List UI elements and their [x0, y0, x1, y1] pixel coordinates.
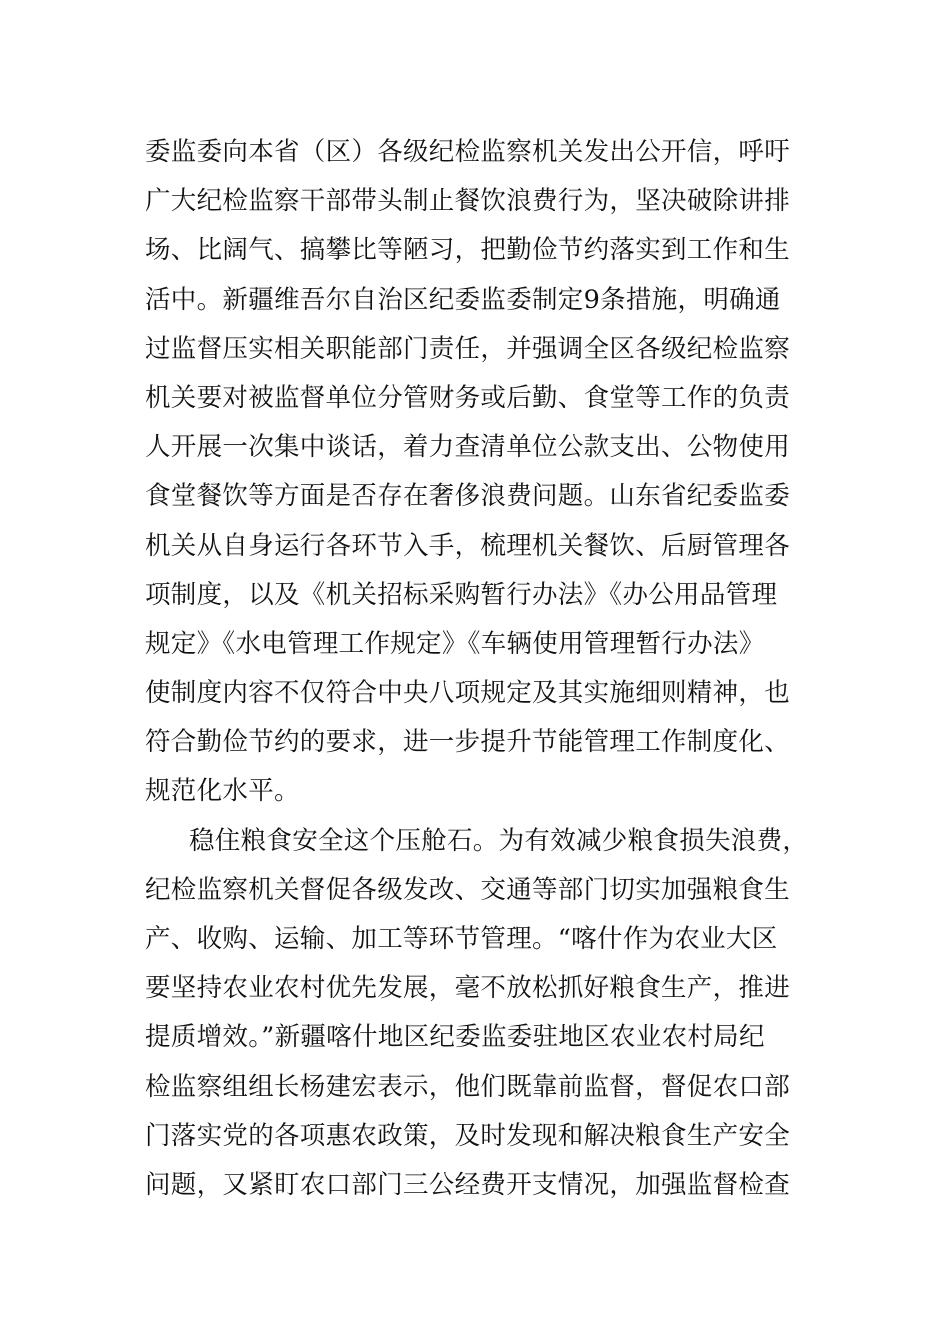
text-line: 场、比阔气、搞攀比等陋习，把勤俭节约落实到工作和生	[145, 235, 791, 266]
text-line: 产、收购、运输、加工等环节管理。“喀什作为农业大区	[145, 924, 778, 954]
text-line: 食堂餐饮等方面是否存在奢侈浪费问题。山东省纪委监委	[145, 481, 791, 512]
paragraph-1	[145, 128, 810, 817]
text-line: 项制度，以及《机关招标采购暂行办法》《办公用品管理	[145, 579, 778, 610]
text-line: 广大纪检监察干部带头制止餐饮浪费行为，坚决破除讲排	[145, 186, 791, 217]
text-line: 过监督压实相关职能部门责任，并强调全区各级纪检监察	[145, 333, 791, 364]
text-line: 问题，又紧盯农口部门三公经费开支情况，加强监督检查	[145, 1169, 791, 1200]
paragraph-2	[145, 817, 810, 1211]
text-line: 要坚持农业农村优先发展，毫不放松抓好粮食生产，推进	[145, 973, 791, 1004]
text-line: 稳住粮食安全这个压舱石。为有效减少粮食损失浪费，	[189, 825, 809, 856]
document-body	[145, 128, 810, 1210]
text-line: 纪检监察机关督促各级发改、交通等部门切实加强粮食生	[145, 874, 791, 905]
text-line: 委监委向本省（区）各级纪检监察机关发出公开信，呼吁	[145, 137, 791, 167]
text-line: 符合勤俭节约的要求，进一步提升节能管理工作制度化、	[145, 727, 791, 758]
text-line: 提质增效。”新疆喀什地区纪委监委驻地区农业农村局纪	[145, 1022, 765, 1053]
text-line: 使制度内容不仅符合中央八项规定及其实施细则精神，也	[145, 678, 791, 709]
text-line: 活中。新疆维吾尔自治区纪委监委制定9条措施，明确通	[145, 284, 781, 315]
text-line: 规定》《水电管理工作规定》《车辆使用管理暂行办法》	[145, 628, 765, 659]
text-line: 规范化水平。	[145, 776, 300, 807]
text-line: 人开展一次集中谈话，着力查清单位公款支出、公物使用	[145, 432, 791, 463]
text-line: 机关从自身运行各环节入手，梳理机关餐饮、后厨管理各	[145, 530, 791, 561]
text-line: 检监察组组长杨建宏表示，他们既靠前监督，督促农口部	[145, 1071, 791, 1102]
text-line: 机关要对被监督单位分管财务或后勤、食堂等工作的负责	[145, 382, 791, 413]
text-line: 门落实党的各项惠农政策，及时发现和解决粮食生产安全	[145, 1120, 791, 1151]
